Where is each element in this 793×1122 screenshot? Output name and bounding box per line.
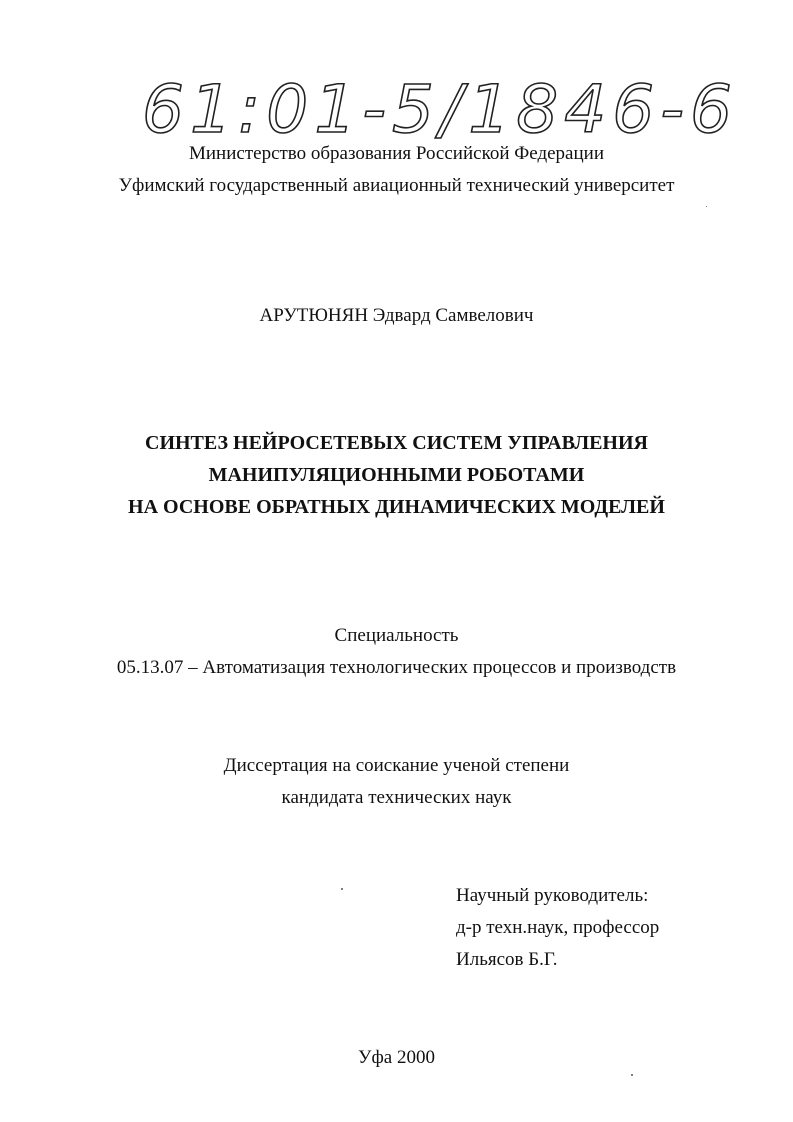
thesis-title-line-2: МАНИПУЛЯЦИОННЫМИ РОБОТАМИ: [208, 464, 585, 486]
scan-speck: [631, 1074, 633, 1076]
degree-line-1: Диссертация на соискание ученой степени: [223, 755, 570, 776]
handwritten-catalog-number: [136, 58, 739, 154]
specialty-value: 05.13.07 – Автоматизация технологических процессов и производств: [116, 657, 677, 678]
advisor-label: Научный руководитель:: [456, 885, 649, 906]
advisor-rank: д-р техн.наук, профессор: [456, 917, 660, 938]
scan-speck: [706, 206, 707, 207]
thesis-title-line-1: СИНТЕЗ НЕЙРОСЕТЕВЫХ СИСТЕМ УПРАВЛЕНИЯ: [145, 432, 648, 454]
city-year: Уфа 2000: [358, 1047, 435, 1068]
advisor-name: Ильясов Б.Г.: [456, 949, 558, 970]
university-line: Уфимский государственный авиационный технический университет: [118, 175, 675, 196]
author-name: АРУТЮНЯН Эдвард Самвелович: [259, 305, 534, 326]
ministry-line: Министерство образования Российской Федерации: [189, 143, 604, 164]
specialty-label: Специальность: [334, 625, 459, 646]
scan-speck: [341, 888, 343, 890]
catalog-number-text: 61:01-5/1846-6: [142, 71, 739, 148]
degree-line-2: кандидата технических наук: [281, 787, 512, 808]
thesis-title-line-3: НА ОСНОВЕ ОБРАТНЫХ ДИНАМИЧЕСКИХ МОДЕЛЕЙ: [128, 496, 665, 518]
